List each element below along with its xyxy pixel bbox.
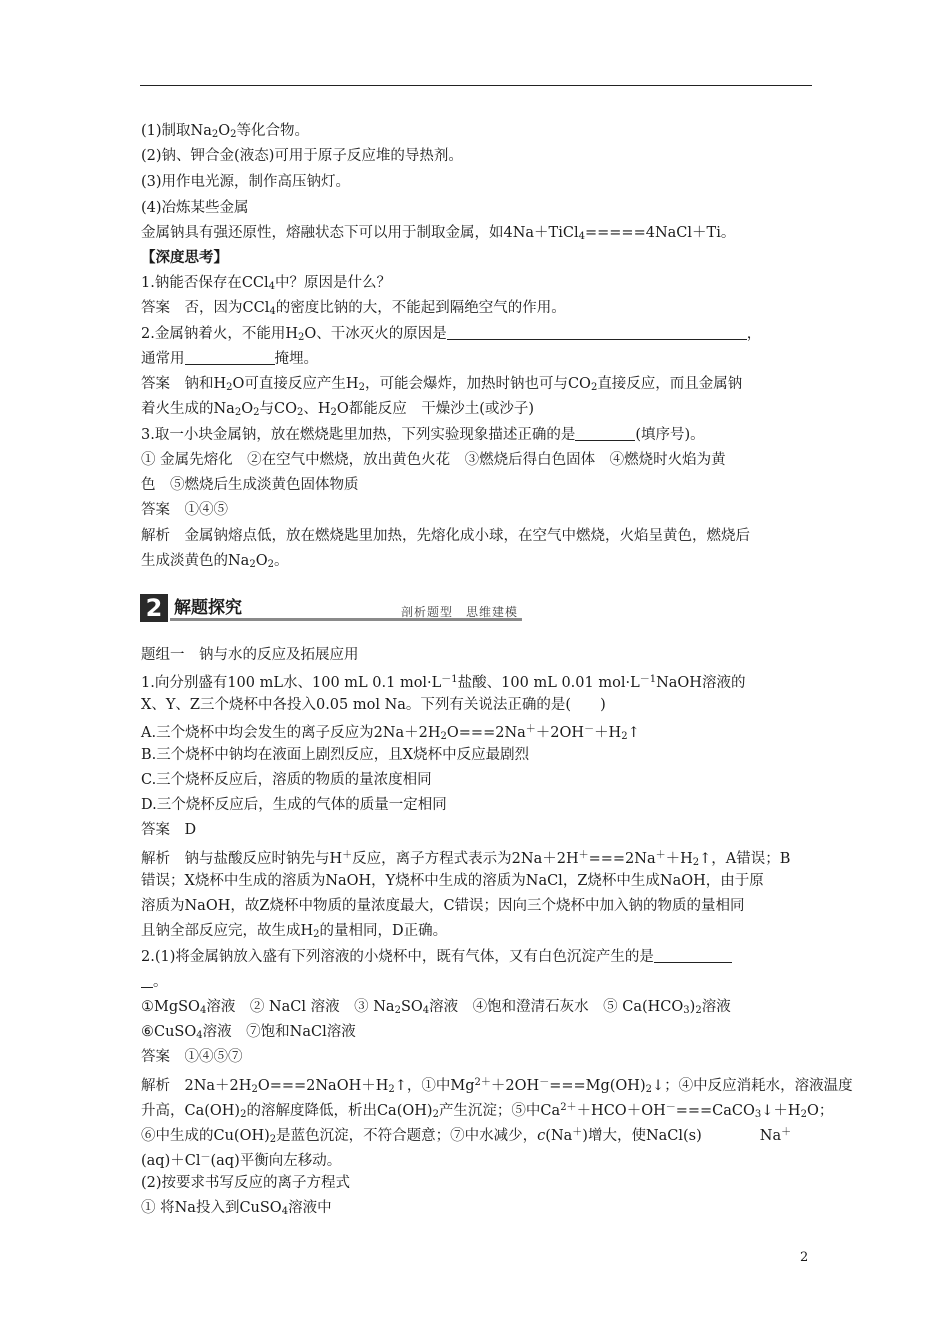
explanation-p1-cont: 且钠全部反应完，故生成$H_2$的量相同，D正确。 — [141, 923, 448, 940]
explanation-p2-cont: (aq)＋Cl－(aq)平衡向左移动。 — [141, 1152, 342, 1169]
header-rule — [140, 85, 812, 86]
explanation-3: 解析 金属钠熔点低，放在燃烧匙里加热，先熔化成小球，在空气中燃烧，火焰呈黄色，燃烧后 — [141, 528, 750, 544]
explanation-p2-cont: ⑥中生成的$Cu(OH)_2$是蓝色沉淀，不符合题意；⑦中水减少，c(Na＋)增大，使NaCl(s) Na＋ — [141, 1127, 792, 1145]
question-3: 3.取一小块金属钠，放在燃烧匙里加热，下列实验现象描述正确的是 (填序号)。 — [141, 427, 705, 443]
explanation-p1-cont: 错误；X烧杯中生成的溶质为NaOH，Y烧杯中生成的溶质为NaCl，Z烧杯中生成NaOH，由于原 — [141, 873, 764, 889]
problem-2-part-2-item: ① 将Na投入到CuSO$_4$溶液中 — [141, 1200, 332, 1217]
section-banner — [140, 594, 522, 624]
section-title: 解题探究 — [174, 598, 242, 618]
answer-blank[interactable] — [141, 973, 153, 988]
option-b: B.三个烧杯中钠均在液面上剧烈反应，且X烧杯中反应最剧烈 — [141, 747, 530, 763]
problem-2-cont: 。 — [141, 972, 813, 992]
intro-line-3: (3)用作电光源，制作高压钠灯。 — [141, 174, 351, 190]
explanation-3-cont: 生成淡黄色的$Na_2O_2$。 — [141, 553, 289, 570]
answer-blank[interactable] — [447, 325, 747, 340]
answer-p2: 答案 ①④⑤⑦ — [141, 1049, 243, 1065]
option-a: A.三个烧杯中均会发生的离子反应为$2Na+2H_2O===2Na^++2OH^-+H_2↑$ — [141, 724, 640, 742]
page-number: 2 — [800, 1250, 809, 1265]
group-heading: 题组一 钠与水的反应及拓展应用 — [141, 647, 359, 663]
problem-2-part-2: (2)按要求书写反应的离子方程式 — [141, 1175, 351, 1191]
problem-1-cont: X、Y、Z三个烧杯中各投入0.05 mol Na。下列有关说法正确的是( ) — [141, 697, 606, 713]
question-1: 1.钠能否保存在CCl$_4$中？原因是什么？ — [141, 275, 392, 292]
answer-1: 答案 否，因为CCl$_4$的密度比钠的大，不能起到隔绝空气的作用。 — [141, 300, 566, 317]
answer-blank[interactable] — [654, 948, 732, 963]
intro-line-1: (1)制取$Na_2O_2$等化合物。 — [141, 123, 310, 140]
problem-2: 2.(1)将金属钠放入盛有下列溶液的小烧杯中，既有气体，又有白色沉淀产生的是 — [141, 947, 813, 967]
question-2-cont: 通常用 掩埋。 — [141, 351, 318, 367]
answer-2-cont: 着火生成的$Na_2O_2$与$CO_2$、$H_2O$都能反应 干燥沙土(或沙子) — [141, 401, 535, 418]
section-subtitle: 剖析题型 思维建模 — [400, 605, 518, 619]
explanation-p2: 解析 $2Na+2H_2O===2NaOH+H_2↑$，①中$Mg^{2+}+2OH^-===Mg(OH)_2↓$；④中反应消耗水，溶液温度 — [141, 1077, 853, 1095]
intro-line-2: (2)钠、钾合金(液态)可用于原子反应堆的导热剂。 — [141, 148, 463, 164]
question-2: 2.金属钠着火，不能用$H_2O$、干冰灭火的原因是 ， — [141, 326, 762, 343]
answer-p1: 答案 D — [141, 822, 197, 838]
option-c: C.三个烧杯反应后，溶质的物质的量浓度相同 — [141, 772, 432, 788]
option-d: D.三个烧杯反应后，生成的气体的质量一定相同 — [141, 797, 447, 813]
question-3-options-cont: 色 ⑤燃烧后生成淡黄色固体物质 — [141, 477, 359, 493]
answer-3: 答案 ①④⑤ — [141, 502, 228, 518]
explanation-p2-cont: 升高，$Ca(OH)_2$的溶解度降低，析出$Ca(OH)_2$产生沉淀；⑤中$Ca^{2+}+HCO+OH^-===CaCO_3↓+H_2O$； — [141, 1102, 834, 1120]
section-number: 2 — [140, 594, 168, 622]
question-3-options: ① 金属先熔化 ②在空气中燃烧，放出黄色火花 ③燃烧后得白色固体 ④燃烧时火焰为黄 — [141, 452, 726, 468]
answer-blank[interactable] — [575, 426, 635, 441]
problem-2-options: ①MgSO$_4$溶液 ② NaCl 溶液 ③ $Na_2SO_4$溶液 ④饱和澄清石灰水 ⑤ $Ca(HCO_3)_2$溶液 — [141, 999, 731, 1016]
problem-2-options-cont: ⑥CuSO$_4$溶液 ⑦饱和NaCl溶液 — [141, 1024, 356, 1041]
explanation-p1: 解析 钠与盐酸反应时钠先与H＋反应，离子方程式表示为$2Na+2H^+===2Na^++H_2↑$，A错误；B — [141, 850, 791, 868]
answer-2: 答案 钠和$H_2O$可直接反应产生$H_2$，可能会爆炸，加热时钠也可与$CO_2$直接反应，而且金属钠 — [141, 376, 743, 393]
intro-line-5: 金属钠具有强还原性，熔融状态下可以用于制取金属，如4Na＋TiCl$_4$=====4NaCl＋Ti。 — [141, 225, 736, 242]
explanation-p1-cont: 溶质为NaOH，故Z烧杯中物质的量浓度最大，C错误；因向三个烧杯中加入钠的物质的量相同 — [141, 898, 745, 914]
deep-think-header: 【深度思考】 — [141, 249, 228, 266]
problem-1: 1.向分别盛有100 mL水、100 mL 0.1 $mol\cdot L^{-1}$盐酸、100 mL 0.01 $mol\cdot L^{-1}NaOH$溶液的 — [141, 674, 746, 691]
answer-blank[interactable] — [185, 350, 275, 365]
intro-line-4: (4)冶炼某些金属 — [141, 200, 249, 216]
